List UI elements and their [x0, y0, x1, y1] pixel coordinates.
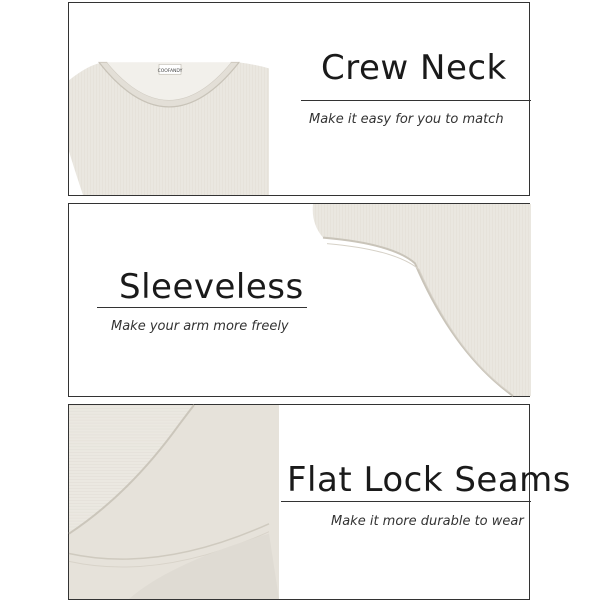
- brand-tag-text: COOFANDY: [157, 68, 183, 74]
- feature-panel-crew-neck: [68, 2, 530, 196]
- feature-subtitle: Make it more durable to wear: [331, 514, 524, 529]
- divider-line: [281, 501, 531, 502]
- flat-lock-seams-photo: [69, 405, 279, 599]
- flat-lock-seams-illustration: [69, 405, 279, 599]
- divider-line: [97, 307, 307, 308]
- feature-subtitle: Make your arm more freely: [111, 319, 289, 334]
- divider-line: [301, 100, 531, 101]
- sleeveless-illustration: [303, 204, 531, 396]
- feature-subtitle: Make it easy for you to match: [309, 112, 504, 127]
- crew-neck-photo: [69, 3, 269, 195]
- feature-title: Sleeveless: [119, 267, 304, 307]
- feature-panel-flat-lock-seams: [68, 404, 571, 600]
- feature-panel-sleeveless: [68, 203, 530, 397]
- crew-neck-illustration: [69, 3, 269, 195]
- feature-title: Crew Neck: [321, 48, 507, 88]
- feature-title: Flat Lock Seams: [287, 460, 571, 500]
- sleeveless-photo: [303, 204, 531, 396]
